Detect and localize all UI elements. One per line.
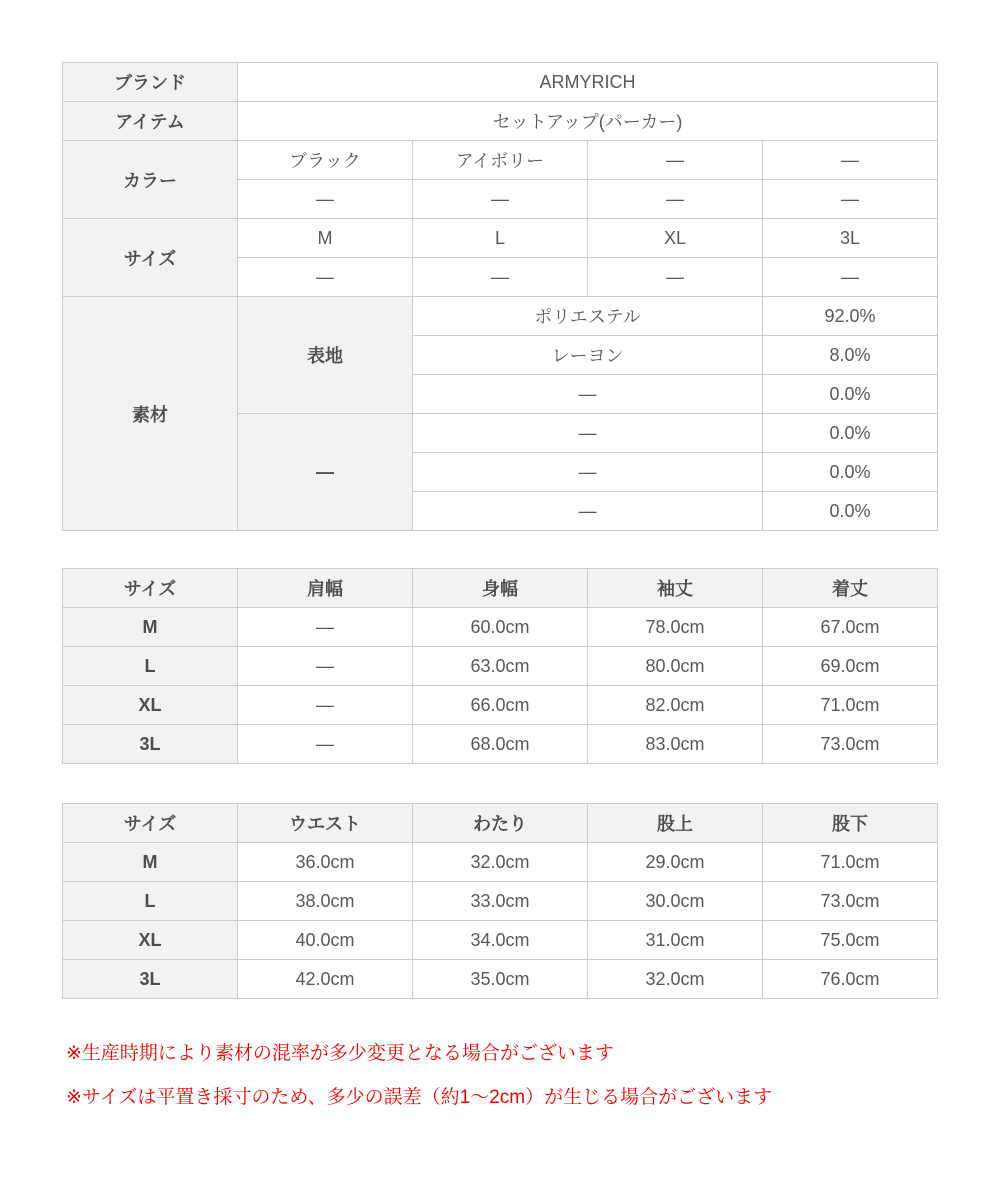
- material-disclaimer-note: ※生産時期により素材の混率が多少変更となる場合がございます: [66, 1043, 614, 1064]
- size-cell: 3L: [763, 219, 938, 258]
- size-cell: —: [413, 258, 588, 297]
- brand-value: ARMYRICH: [238, 63, 938, 102]
- measurement-cell: 38.0cm: [238, 882, 413, 921]
- row-size-label: M: [63, 608, 238, 647]
- garment-size-table: [62, 568, 938, 764]
- material-name: ポリエステル: [413, 297, 763, 336]
- material-part-label: —: [238, 414, 413, 531]
- size-label: サイズ: [63, 219, 238, 297]
- measurement-cell: 73.0cm: [763, 725, 938, 764]
- material-name: —: [413, 414, 763, 453]
- measurement-cell: 35.0cm: [413, 960, 588, 999]
- product-spec-table: [62, 62, 938, 531]
- measurement-cell: 32.0cm: [588, 960, 763, 999]
- measurement-cell: 66.0cm: [413, 686, 588, 725]
- measurement-cell: —: [238, 608, 413, 647]
- measurement-cell: 67.0cm: [763, 608, 938, 647]
- size-cell: —: [763, 258, 938, 297]
- column-header: 身幅: [413, 569, 588, 608]
- measurement-cell: 83.0cm: [588, 725, 763, 764]
- size-disclaimer-note: ※サイズは平置き採寸のため、多少の誤差（約1～2cm）が生じる場合がございます: [66, 1086, 773, 1108]
- measurement-cell: 32.0cm: [413, 843, 588, 882]
- table-row: [63, 960, 938, 999]
- material-percent: 0.0%: [763, 375, 938, 414]
- measurement-cell: 31.0cm: [588, 921, 763, 960]
- material-percent: 92.0%: [763, 297, 938, 336]
- measurement-cell: 76.0cm: [763, 960, 938, 999]
- measurement-cell: 60.0cm: [413, 608, 588, 647]
- size-cell: M: [238, 219, 413, 258]
- material-name: —: [413, 492, 763, 531]
- material-label: 素材: [63, 297, 238, 531]
- measurement-cell: —: [238, 647, 413, 686]
- color-label: カラー: [63, 141, 238, 219]
- item-row: [63, 102, 938, 141]
- table-row: [63, 882, 938, 921]
- measurement-cell: 63.0cm: [413, 647, 588, 686]
- measurement-cell: 73.0cm: [763, 882, 938, 921]
- column-header: ウエスト: [238, 804, 413, 843]
- item-label: アイテム: [63, 102, 238, 141]
- row-size-label: L: [63, 882, 238, 921]
- measurement-cell: 71.0cm: [763, 843, 938, 882]
- measurement-cell: 78.0cm: [588, 608, 763, 647]
- measurement-cell: 42.0cm: [238, 960, 413, 999]
- table-row: [63, 686, 938, 725]
- column-header: 股下: [763, 804, 938, 843]
- material-percent: 0.0%: [763, 453, 938, 492]
- measurement-cell: 80.0cm: [588, 647, 763, 686]
- column-header: 袖丈: [588, 569, 763, 608]
- table-row: [63, 725, 938, 764]
- size-cell: L: [413, 219, 588, 258]
- brand-label: ブランド: [63, 63, 238, 102]
- column-header: 肩幅: [238, 569, 413, 608]
- pants-size-table: [62, 803, 938, 999]
- color-cell: —: [238, 180, 413, 219]
- measurement-cell: 71.0cm: [763, 686, 938, 725]
- size-cell: XL: [588, 219, 763, 258]
- column-header: わたり: [413, 804, 588, 843]
- material-percent: 8.0%: [763, 336, 938, 375]
- color-row-1: [63, 141, 938, 180]
- material-percent: 0.0%: [763, 492, 938, 531]
- measurement-cell: 75.0cm: [763, 921, 938, 960]
- table-row: [63, 647, 938, 686]
- row-size-label: 3L: [63, 725, 238, 764]
- row-size-label: L: [63, 647, 238, 686]
- row-size-label: XL: [63, 686, 238, 725]
- item-value: セットアップ(パーカー): [238, 102, 938, 141]
- color-cell: —: [588, 180, 763, 219]
- size-cell: —: [238, 258, 413, 297]
- column-header: 着丈: [763, 569, 938, 608]
- material-part-label: 表地: [238, 297, 413, 414]
- table-row: [63, 608, 938, 647]
- material-name: レーヨン: [413, 336, 763, 375]
- measurement-cell: 29.0cm: [588, 843, 763, 882]
- table-row: [63, 921, 938, 960]
- column-header: サイズ: [63, 569, 238, 608]
- column-header: 股上: [588, 804, 763, 843]
- material-name: —: [413, 453, 763, 492]
- color-cell: ブラック: [238, 141, 413, 180]
- measurement-cell: 36.0cm: [238, 843, 413, 882]
- color-cell: アイボリー: [413, 141, 588, 180]
- disclaimer-notes: [62, 1043, 938, 1110]
- color-cell: —: [588, 141, 763, 180]
- measurement-cell: 69.0cm: [763, 647, 938, 686]
- measurement-cell: 33.0cm: [413, 882, 588, 921]
- size-cell: —: [588, 258, 763, 297]
- brand-row: [63, 63, 938, 102]
- material-name: —: [413, 375, 763, 414]
- material-row: [63, 297, 938, 336]
- table-row: [63, 843, 938, 882]
- row-size-label: M: [63, 843, 238, 882]
- pants-size-header-row: [63, 804, 938, 843]
- measurement-cell: 82.0cm: [588, 686, 763, 725]
- color-cell: —: [763, 180, 938, 219]
- color-cell: —: [763, 141, 938, 180]
- measurement-cell: —: [238, 686, 413, 725]
- color-cell: —: [413, 180, 588, 219]
- size-row-1: [63, 219, 938, 258]
- column-header: サイズ: [63, 804, 238, 843]
- garment-size-header-row: [63, 569, 938, 608]
- measurement-cell: 30.0cm: [588, 882, 763, 921]
- row-size-label: 3L: [63, 960, 238, 999]
- material-percent: 0.0%: [763, 414, 938, 453]
- measurement-cell: 68.0cm: [413, 725, 588, 764]
- measurement-cell: 34.0cm: [413, 921, 588, 960]
- row-size-label: XL: [63, 921, 238, 960]
- measurement-cell: —: [238, 725, 413, 764]
- measurement-cell: 40.0cm: [238, 921, 413, 960]
